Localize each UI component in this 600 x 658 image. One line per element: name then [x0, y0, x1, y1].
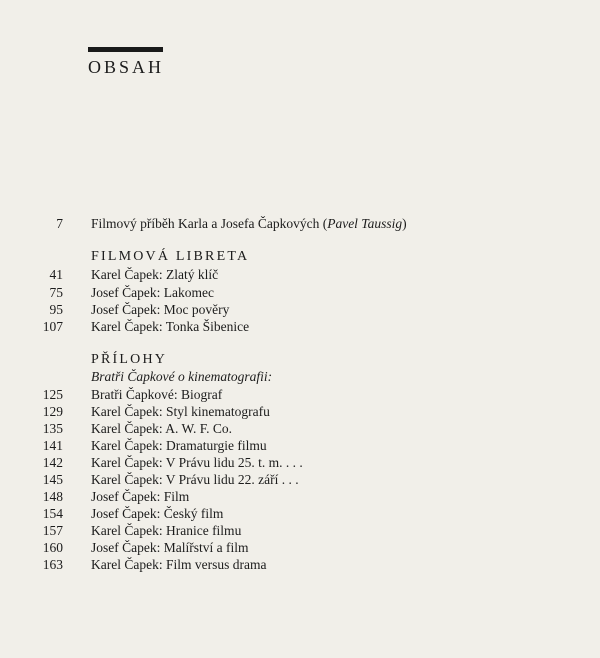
- toc-entry: [0, 318, 600, 336]
- toc-page-number: 145: [42, 472, 63, 487]
- toc-page-number: 141: [42, 438, 63, 453]
- toc-entry: [0, 454, 600, 472]
- heading-rule: [88, 47, 163, 52]
- toc-entry-title: Karel Čapek: Styl kinematografu: [91, 404, 270, 419]
- toc-entry-title: Karel Čapek: Hranice filmu: [91, 523, 242, 538]
- toc-entry-close: ): [402, 216, 407, 231]
- toc-entry-text: Filmový příběh Karla a Josefa Čapkových (: [91, 216, 328, 231]
- toc-page-number: 7: [56, 216, 63, 231]
- toc-page-number: 95: [49, 302, 63, 317]
- toc-page-number: 163: [42, 557, 63, 572]
- toc-entry-title: Josef Čapek: Moc pověry: [91, 302, 230, 317]
- toc-page-number: 157: [42, 523, 63, 538]
- toc-entry-title: Karel Čapek: A. W. F. Co.: [91, 421, 233, 436]
- toc-entry-title: Karel Čapek: V Právu lidu 25. t. m. . . .: [91, 455, 303, 470]
- section-subtitle: Bratři Čapkové o kinematografii:: [91, 369, 273, 384]
- toc-entry-title: Josef Čapek: Český film: [91, 506, 224, 521]
- toc-entry: [0, 284, 600, 302]
- toc-entry-title: Karel Čapek: Zlatý klíč: [91, 267, 219, 282]
- toc-entry: [0, 266, 600, 284]
- toc-entry-title: [91, 215, 407, 233]
- toc-page-number: 125: [42, 387, 63, 402]
- toc-entry: [0, 505, 600, 523]
- toc-entry: [0, 522, 600, 540]
- toc-page-number: 75: [49, 285, 63, 300]
- toc-entry: [0, 539, 600, 557]
- toc-entry-title: Josef Čapek: Lakomec: [91, 285, 214, 300]
- toc-entry: [0, 301, 600, 319]
- toc-entry: [0, 386, 600, 404]
- toc-page-number: 129: [42, 404, 63, 419]
- toc-page-number: 107: [42, 319, 63, 334]
- toc-entry-title: Karel Čapek: Film versus drama: [91, 557, 267, 572]
- toc-entry-title: Karel Čapek: Tonka Šibenice: [91, 319, 250, 334]
- toc-entry: [0, 437, 600, 455]
- toc-entry-title: Karel Čapek: Dramaturgie filmu: [91, 438, 267, 453]
- toc-entry: [0, 488, 600, 506]
- toc-entry: [0, 471, 600, 489]
- toc-entry: [0, 556, 600, 574]
- toc-entry-title: Josef Čapek: Film: [91, 489, 190, 504]
- toc-entry-title: Karel Čapek: V Právu lidu 22. září . . .: [91, 472, 299, 487]
- toc-page-number: 154: [42, 506, 63, 521]
- section-title-filmova-libreta: FILMOVÁ LIBRETA: [91, 249, 250, 264]
- toc-page-number: 160: [42, 540, 63, 555]
- toc-entry-intro: [0, 215, 600, 233]
- toc-entry-title: Josef Čapek: Malířství a film: [91, 540, 249, 555]
- section-title-prilohy: PŘÍLOHY: [91, 352, 168, 367]
- toc-entry-author: Pavel Taussig: [327, 216, 403, 231]
- toc-entry-title: Bratři Čapkové: Biograf: [91, 387, 223, 402]
- toc-page-number: 41: [49, 267, 63, 282]
- toc-entry: [0, 403, 600, 421]
- toc-page-number: 142: [42, 455, 63, 470]
- page-title: OBSAH: [88, 57, 165, 77]
- toc-entry: [0, 420, 600, 438]
- toc-page-number: 148: [42, 489, 63, 504]
- toc-page-number: 135: [42, 421, 63, 436]
